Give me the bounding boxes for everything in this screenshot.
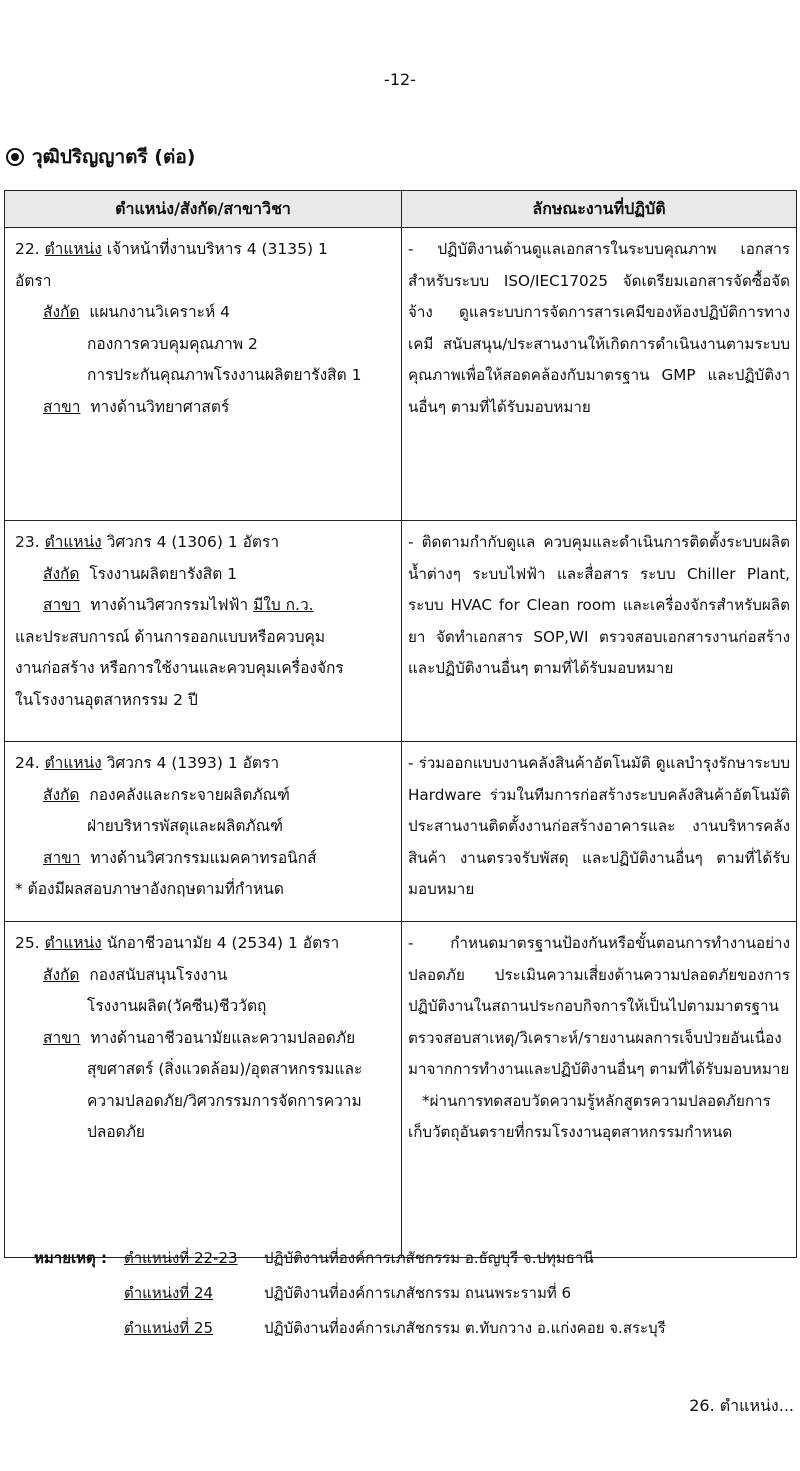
field-label: สาขา <box>43 848 81 867</box>
section-title: วุฒิปริญญาตรี (ต่อ) <box>32 146 196 168</box>
field-label: สาขา <box>43 397 81 416</box>
duties-text: - กำหนดมาตรฐานป้องกันหรือขั้นตอนการทำงานอย่างปลอดภัย ประเมินความเสี่ยงด้านความปลอดภัยของการปฏิบัติงานในสถานประกอบกิจการให้เป็นไปตามมาตรฐาน ตรวจสอบสาเหตุ/วิเคราะห์/รายงานผลการเจ็บป่วยอันเนื่องมาจากการทำงานและปฏิบัติงานอื่นๆ ตามที่ได้รับมอบหมาย <box>408 934 790 1078</box>
affiliation-text: โรงงานผลิต(วัคซีน)ชีววัตถุ <box>87 997 267 1015</box>
position-line <box>15 928 397 960</box>
header-position: ตำแหน่ง/สังกัด/สาขาวิชา <box>5 191 402 228</box>
row-number: 22. <box>15 240 40 258</box>
field-extra: และประสบการณ์ ด้านการออกแบบหรือควบคุม <box>15 627 326 646</box>
field-text: สุขศาสตร์ (สิ่งแวดล้อม)/อุตสาหกรรมและ <box>87 1060 363 1078</box>
field-text: ความปลอดภัย/วิศวกรรมการจัดการความ <box>87 1091 362 1110</box>
affiliation-text: แผนกงานวิเคราะห์ 4 <box>89 303 230 321</box>
field-label: สาขา <box>43 1028 81 1047</box>
field-text: ทางด้านวิศวกรรมแมคคาทรอนิกส์ <box>90 848 317 867</box>
position-label: ตำแหน่ง <box>44 240 102 258</box>
remark-row <box>34 1246 666 1281</box>
position-line <box>15 234 397 266</box>
table-row <box>5 922 797 1258</box>
position-cell <box>5 922 402 1258</box>
field-text: ปลอดภัย <box>87 1123 146 1141</box>
position-cell <box>5 742 402 922</box>
duties-text: - ปฏิบัติงานด้านดูแลเอกสารในระบบคุณภาพ เอกสารสำหรับระบบ ISO/IEC17025 จัดเตรียมเอกสารจัดซื้อจัดจ้าง ดูแลระบบการจัดการสารเคมีของห้องปฏิบัติการทางเคมี สนับสนุน/ประสานงานให้เกิดการดำเนินงานตามระบบคุณภาพเพื่อให้สอดคล้องกับมาตรฐาน GMP และปฏิบัติงานอื่นๆ ตามที่ได้รับมอบหมาย <box>408 240 790 416</box>
requirement-note: * ต้องมีผลสอบภาษาอังกฤษตามที่กำหนด <box>15 880 284 898</box>
duties-cell <box>402 228 797 521</box>
field-text: ทางด้านวิทยาศาสตร์ <box>90 397 230 416</box>
field-line <box>15 843 397 875</box>
position-line <box>15 527 397 559</box>
radio-bullet-icon <box>6 148 24 166</box>
row-number: 25. <box>15 934 40 952</box>
affiliation-line <box>15 559 397 591</box>
affiliation-text: กองการควบคุมคุณภาพ 2 <box>87 334 258 353</box>
affiliation-label: สังกัด <box>43 303 80 321</box>
field-line <box>15 590 397 622</box>
positions-table <box>4 190 797 1258</box>
continued-text: 26. ตำแหน่ง... <box>689 1396 794 1415</box>
remark-row <box>34 1281 666 1316</box>
page-number: -12- <box>384 70 416 89</box>
affiliation-label: สังกัด <box>43 965 80 984</box>
remark-key: ตำแหน่งที่ 25 <box>124 1319 214 1337</box>
row-number: 23. <box>15 533 40 551</box>
duties-cell <box>402 742 797 922</box>
section-heading <box>6 142 195 172</box>
license-text: มีใบ ก.ว. <box>253 596 314 614</box>
field-line <box>15 1023 397 1055</box>
table-row <box>5 521 797 742</box>
remark-value: ปฏิบัติงานที่องค์การเภสัชกรรม ต.ทับกวาง อ.แก่งคอย จ.สระบุรี <box>264 1319 666 1337</box>
field-extra: ในโรงงานอุตสาหกรรม 2 ปี <box>15 690 198 709</box>
affiliation-text: กองสนับสนุนโรงงาน <box>89 965 228 984</box>
position-text: วิศวกร 4 (1306) 1 อัตรา <box>106 533 280 551</box>
affiliation-text: การประกันคุณภาพโรงงานผลิตยารังสิต 1 <box>87 366 362 384</box>
affiliation-line <box>15 960 397 992</box>
remarks <box>34 1246 666 1351</box>
position-cell <box>5 228 402 521</box>
field-line <box>15 392 397 424</box>
position-label: ตำแหน่ง <box>44 754 102 772</box>
position-cell <box>5 521 402 742</box>
field-text: ทางด้านอาชีวอนามัยและความปลอดภัย <box>90 1028 356 1047</box>
remark-value: ปฏิบัติงานที่องค์การเภสัชกรรม อ.ธัญบุรี จ.ปทุมธานี <box>264 1249 594 1267</box>
position-label: ตำแหน่ง <box>44 934 102 952</box>
remark-key: ตำแหน่งที่ 22-23 <box>124 1249 238 1267</box>
duties-cell <box>402 922 797 1258</box>
position-line <box>15 748 397 780</box>
duties-extra-note: *ผ่านการทดสอบวัดความรู้หลักสูตรความปลอดภัยการเก็บวัตถุอันตรายที่กรมโรงงานอุตสาหกรรมกำหนด <box>408 1091 771 1141</box>
remark-value: ปฏิบัติงานที่องค์การเภสัชกรรม ถนนพระรามที่ 6 <box>264 1284 572 1302</box>
table-row <box>5 228 797 521</box>
affiliation-label: สังกัด <box>43 564 80 583</box>
remark-label: หมายเหตุ : <box>34 1249 107 1267</box>
table-row <box>5 742 797 922</box>
field-extra: งานก่อสร้าง หรือการใช้งานและควบคุมเครื่องจักร <box>15 659 344 677</box>
duties-text: - ติดตามกำกับดูแล ควบคุมและดำเนินการติดตั้งระบบผลิตน้ำต่างๆ ระบบไฟฟ้า และสื่อสาร ระบบ Chiller Plant, ระบบ HVAC for Clean room และเครื่องจักรสำหรับผลิตยา จัดทำเอกสาร SOP,WI ตรวจสอบเอกสารงานก่อสร้าง และปฏิบัติงานอื่นๆ ตามที่ได้รับมอบหมาย <box>408 533 790 677</box>
remark-row <box>34 1316 666 1351</box>
remark-key: ตำแหน่งที่ 24 <box>124 1284 214 1302</box>
field-text: ทางด้านวิศวกรรมไฟฟ้า <box>90 596 249 614</box>
affiliation-text: ฝ่ายบริหารพัสดุและผลิตภัณฑ์ <box>87 817 283 835</box>
duties-cell <box>402 521 797 742</box>
position-text: วิศวกร 4 (1393) 1 อัตรา <box>106 754 280 772</box>
header-duties: ลักษณะงานที่ปฏิบัติ <box>402 191 797 228</box>
affiliation-text: โรงงานผลิตยารังสิต 1 <box>89 564 238 583</box>
table-header-row <box>5 191 797 228</box>
position-cont: อัตรา <box>15 271 52 290</box>
position-label: ตำแหน่ง <box>44 533 102 551</box>
row-number: 24. <box>15 754 40 772</box>
affiliation-line <box>15 780 397 812</box>
position-text: นักอาชีวอนามัย 4 (2534) 1 อัตรา <box>106 934 340 952</box>
affiliation-text: กองคลังและกระจายผลิตภัณฑ์ <box>89 785 290 804</box>
affiliation-label: สังกัด <box>43 785 80 804</box>
duties-text: - ร่วมออกแบบงานคลังสินค้าอัตโนมัติ ดูแลบำรุงรักษาระบบ Hardware ร่วมในทีมการก่อสร้างระบบคลังสินค้าอัตโนมัติ ประสานงานติดตั้งงานก่อสร้างอาคารและ งานบริหารคลังสินค้า งานตรวจรับพัสดุ และปฏิบัติงานอื่นๆ ตามที่ได้รับมอบหมาย <box>408 754 790 898</box>
position-text: เจ้าหน้าที่งานบริหาร 4 (3135) 1 <box>106 240 328 258</box>
affiliation-line <box>15 297 397 329</box>
field-label: สาขา <box>43 596 81 614</box>
